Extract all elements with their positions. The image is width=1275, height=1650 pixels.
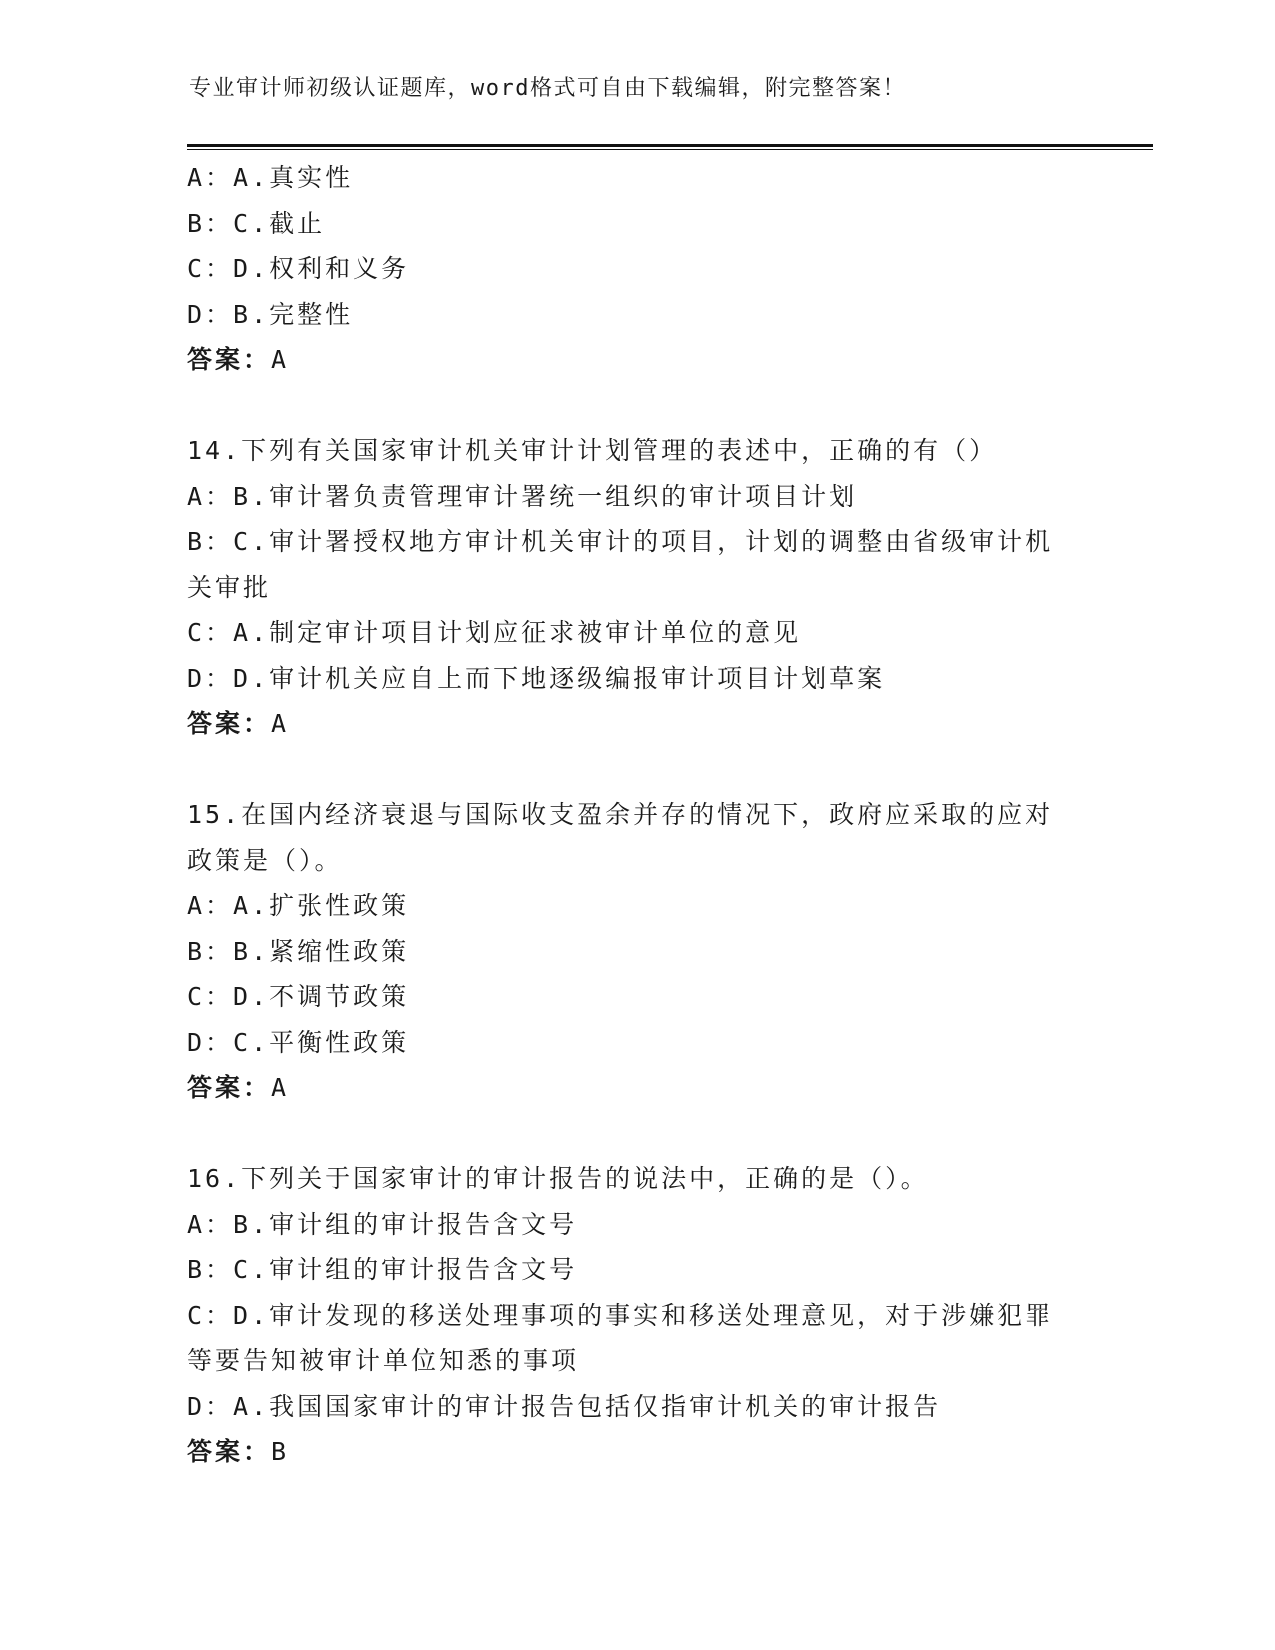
option-b: B：C.审计组的审计报告含文号 [187,1255,578,1284]
question-stem: 14.下列有关国家审计机关审计计划管理的表述中，正确的有（） [187,436,998,465]
question-content [187,155,1087,1475]
header-divider-thin [187,149,1153,150]
option-b: B：B.紧缩性政策 [187,936,410,966]
answer-value: A [271,1073,288,1102]
answer-value: A [271,709,288,738]
option-d: D：C.平衡性政策 [187,1027,410,1057]
option-b: B：C.截止 [187,208,326,238]
question-15 [187,792,1087,1111]
option-c: C：D.不调节政策 [187,982,410,1011]
answer-label: 答案： [187,1437,272,1466]
option-a: A：A.扩张性政策 [187,891,410,920]
option-a: A：B.审计署负责管理审计署统一组织的审计项目计划 [187,481,858,511]
spacer [187,1111,1087,1157]
header-divider-thick [187,144,1153,147]
answer-line [187,337,1087,383]
option-b-continued: 关审批 [187,572,272,602]
option-c-continued: 等要告知被审计单位知悉的事项 [187,1346,580,1375]
option-a: A：A.真实性 [187,163,354,192]
option-b: B：C.审计署授权地方审计机关审计的项目，计划的调整由省级审计机 [187,527,1054,556]
answer-line [187,701,1087,747]
answer-line [187,1429,1087,1475]
option-d: D：D.审计机关应自上而下地逐级编报审计项目计划草案 [187,663,886,693]
option-c: C：A.制定审计项目计划应征求被审计单位的意见 [187,618,802,647]
question-14 [187,428,1087,747]
answer-label: 答案： [187,345,272,374]
question-stem: 16.下列关于国家审计的审计报告的说法中，正确的是（）。 [187,1164,929,1193]
answer-value: B [271,1437,288,1466]
answer-label: 答案： [187,1073,272,1102]
option-c: C：D.审计发现的移送处理事项的事实和移送处理意见，对于涉嫌犯罪 [187,1300,1054,1330]
page-header: 专业审计师初级认证题库，word格式可自由下载编辑，附完整答案！ [189,76,906,101]
option-d: D：A.我国国家审计的审计报告包括仅指审计机关的审计报告 [187,1391,942,1421]
option-d: D：B.完整性 [187,299,354,329]
answer-label: 答案： [187,709,272,738]
answer-value: A [271,345,288,374]
option-c: C：D.权利和义务 [187,254,410,283]
spacer [187,747,1087,793]
spacer [187,383,1087,429]
question-stem: 15.在国内经济衰退与国际收支盈余并存的情况下，政府应采取的应对 [187,800,1054,829]
question-13-continued [187,155,1087,383]
option-a: A：B.审计组的审计报告含文号 [187,1209,578,1239]
question-stem-continued: 政策是（）。 [187,845,343,875]
answer-line [187,1065,1087,1111]
question-16 [187,1156,1087,1475]
